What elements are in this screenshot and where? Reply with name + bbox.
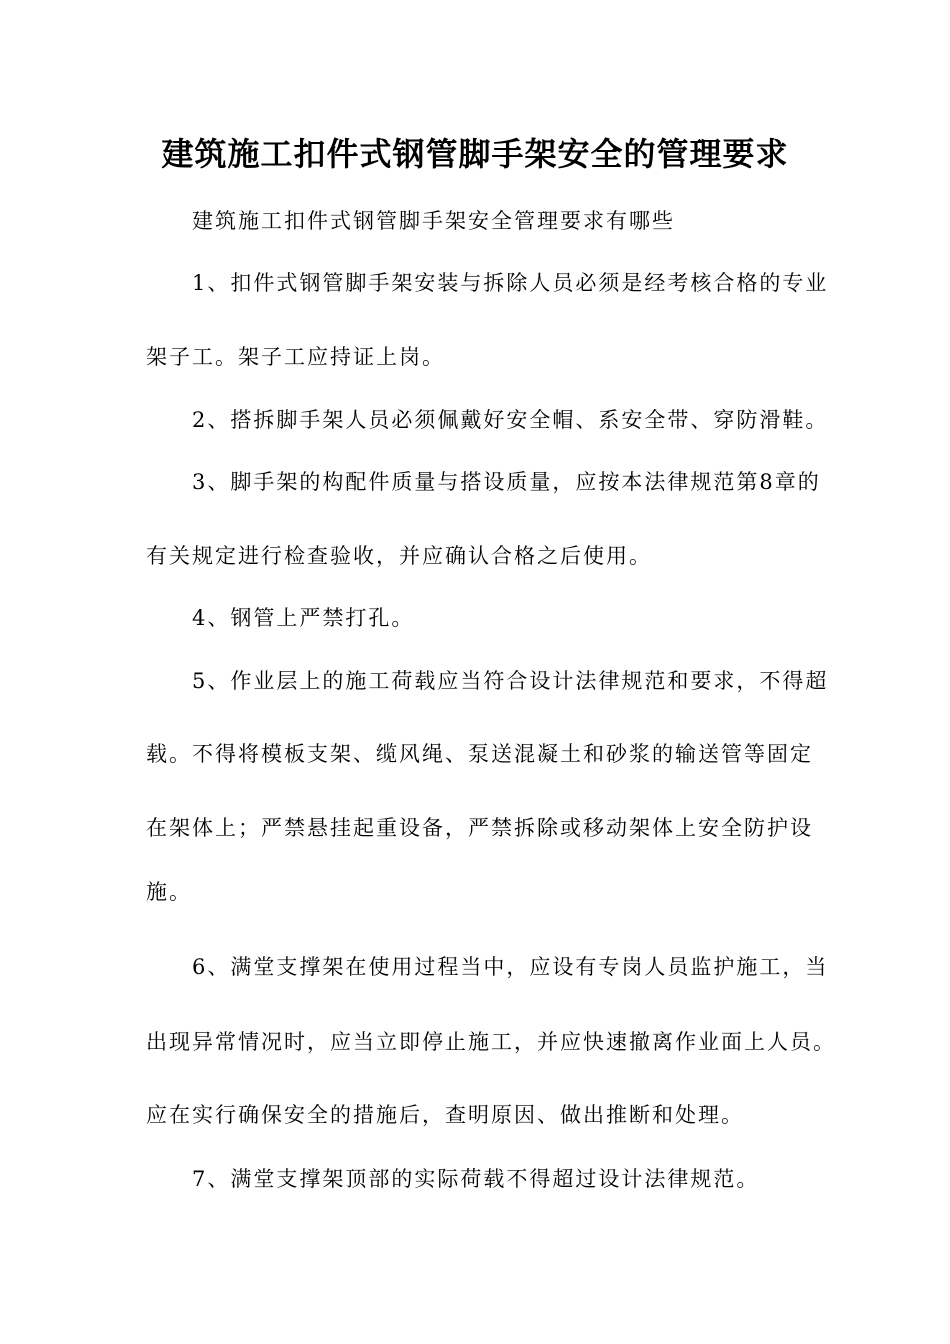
item-3-line-2: 有关规定进行检查验收，并应确认合格之后使用。: [146, 544, 652, 568]
item-3-line-1: 3、脚手架的构配件质量与搭设质量，应按本法律规范第8章的: [192, 470, 821, 494]
item-5-line-2: 载。不得将模板支架、缆风绳、泵送混凝土和砂浆的输送管等固定: [146, 742, 813, 766]
item-5-line-1: 5、作业层上的施工荷载应当符合设计法律规范和要求，不得超: [192, 669, 829, 693]
item-5-line-4: 施。: [146, 880, 192, 904]
intro-line: 建筑施工扣件式钢管脚手架安全管理要求有哪些: [192, 209, 675, 233]
item-7-line-1: 7、满堂支撑架顶部的实际荷载不得超过设计法律规范。: [192, 1167, 760, 1191]
item-1-line-2: 架子工。架子工应持证上岗。: [146, 345, 445, 369]
item-6-line-2: 出现异常情况时，应当立即停止施工，并应快速撤离作业面上人员。: [146, 1030, 836, 1054]
item-2-line-1: 2、搭拆脚手架人员必须佩戴好安全帽、系安全带、穿防滑鞋。: [192, 408, 829, 432]
item-4-line-1: 4、钢管上严禁打孔。: [192, 606, 415, 630]
item-6-line-3: 应在实行确保安全的措施后，查明原因、做出推断和处理。: [146, 1103, 744, 1127]
item-1-line-1: 1、扣件式钢管脚手架安装与拆除人员必须是经考核合格的专业: [192, 271, 829, 295]
document-title: 建筑施工扣件式钢管脚手架安全的管理要求: [161, 135, 789, 173]
item-6-line-1: 6、满堂支撑架在使用过程当中，应设有专岗人员监护施工，当: [192, 955, 829, 979]
item-5-line-3: 在架体上；严禁悬挂起重设备，严禁拆除或移动架体上安全防护设: [146, 816, 813, 840]
